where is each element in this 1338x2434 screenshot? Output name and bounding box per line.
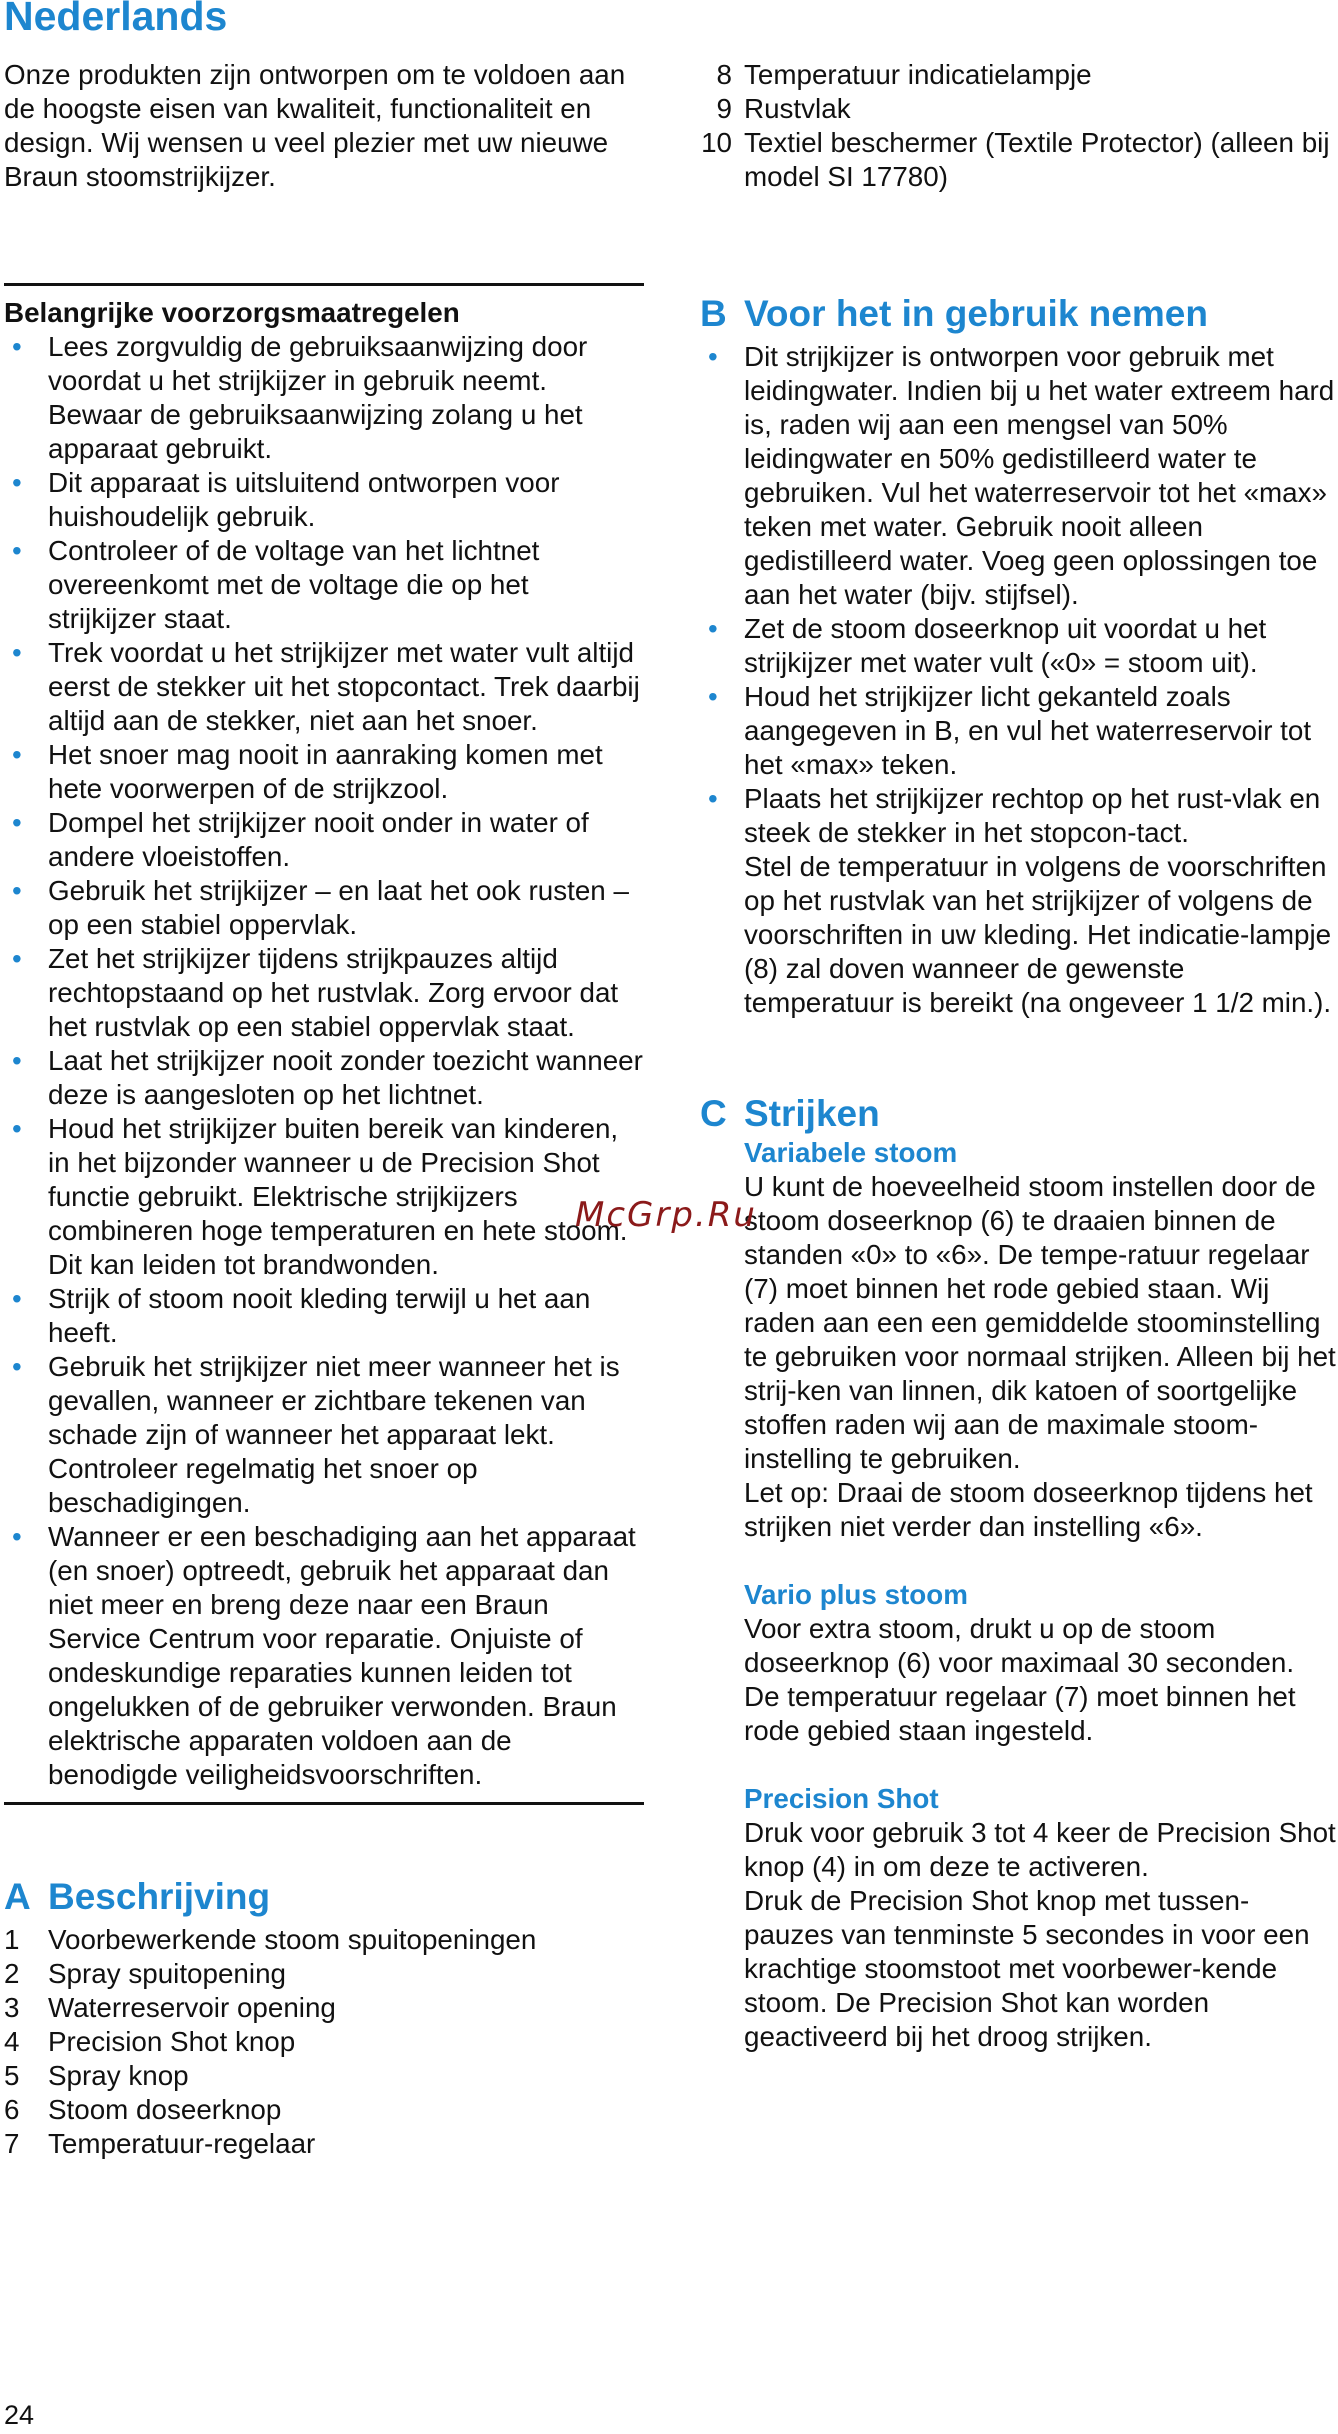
list-item: 10 Textiel beschermer (Textile Protector) (alleen bij model SI 17780) xyxy=(701,127,1330,192)
list-item: • Houd het strijkijzer licht gekanteld zoals aangegeven in B, en vul het waterreservoir tot het «max» teken. xyxy=(700,680,1336,782)
list-item: • Lees zorgvuldig de gebruiksaanwijzing door voordat u het strijkijzer in gebruik neemt. Bewaar de gebruiksaanwijzing zolang u het apparaat gebruikt. xyxy=(4,330,644,466)
list-item: • Dit strijkijzer is ontworpen voor gebruik met leidingwater. Indien bij u het water extreem hard is, raden wij aan een mengsel van 50% leidingwater en 50% gedistilleerd water te gebruiken. Vul het waterreservoir tot het «max» teken met water. Gebruik nooit alleen gedistilleerd water. Voeg geen oplossingen toe aan het water (bijv. stijfsel). xyxy=(700,340,1336,612)
list-item: 6 Stoom doseerknop xyxy=(4,2094,282,2125)
section-b-heading xyxy=(700,292,1336,336)
list-item: • Dompel het strijkijzer nooit onder in water of andere vloeistoffen. xyxy=(4,806,644,874)
precautions-list xyxy=(4,330,644,1792)
list-item: • Zet het strijkijzer tijdens strijkpauzes altijd rechtopstaand op het rustvlak. Zorg ervoor dat het rustvlak op een stabiel oppervlak staat. xyxy=(4,942,644,1044)
section-title: Beschrijving xyxy=(48,1876,271,1917)
list-item: 3 Waterreservoir opening xyxy=(4,1992,336,2023)
parts-list xyxy=(4,1923,644,2161)
parts-list-continued xyxy=(700,58,1336,194)
list-item: 1 Voorbewerkende stoom spuitopeningen xyxy=(4,1924,537,1955)
paragraph: Druk voor gebruik 3 tot 4 keer de Precision Shot knop (4) in om deze te activeren. xyxy=(744,1817,1336,1882)
paragraph: Let op: Draai de stoom doseerknop tijdens het strijken niet verder dan instelling «6». xyxy=(744,1477,1313,1542)
list-item: • Zet de stoom doseerknop uit voordat u het strijkijzer met water vult («0» = stoom uit). xyxy=(700,612,1336,680)
setup-list xyxy=(700,340,1336,850)
subheading-precision: Precision Shot xyxy=(744,1783,939,1814)
section-letter: A xyxy=(4,1876,31,1917)
right-column xyxy=(700,58,1336,2054)
section-letter: B xyxy=(700,293,727,334)
paragraph: De temperatuur regelaar (7) moet binnen het rode gebied staan ingesteld. xyxy=(744,1681,1296,1746)
intro-text: Onze produkten zijn ontworpen om te voldoen aan de hoogste eisen van kwaliteit, functionaliteit en design. Wij wensen u veel plezier met uw nieuwe Braun stoomstrijkijzer. xyxy=(4,59,626,192)
list-item: • Gebruik het strijkijzer – en laat het ook rusten – op een stabiel oppervlak. xyxy=(4,874,644,942)
subheading-vario: Vario plus stoom xyxy=(744,1579,968,1610)
list-item: • Wanneer er een beschadiging aan het apparaat (en snoer) optreedt, gebruik het apparaat dan niet meer en breng deze naar een Braun Service Centrum voor reparatie. Onjuiste of ondeskundige reparaties kunnen leiden tot ongelukken of de gebruiker verwonden. Braun elektrische apparaten voldoen aan de benodigde veiligheidsvoorschriften. xyxy=(4,1520,644,1792)
section-title: Voor het in gebruik nemen xyxy=(744,293,1208,334)
page-title: Nederlands xyxy=(4,0,228,39)
precautions-heading: Belangrijke voorzorgsmaatregelen xyxy=(4,297,460,328)
page-number: 24 xyxy=(4,2400,35,2430)
list-item: • Controleer of de voltage van het lichtnet overeenkomt met de voltage die op het strijkijzer staat. xyxy=(4,534,644,636)
section-a-heading xyxy=(4,1875,644,1919)
setup-note: Stel de temperatuur in volgens de voorschriften op het rustvlak van het strijkijzer of volgens de voorschriften in uw kleding. Het indicatie-lampje (8) zal doven wanneer de gewenste temperatuur is bereikt (na ongeveer 1 1/2 min.). xyxy=(744,851,1332,1018)
list-item: • Het snoer mag nooit in aanraking komen met hete voorwerpen of de strijkzool. xyxy=(4,738,644,806)
section-title: Strijken xyxy=(744,1093,880,1134)
subheading-variabele: Variabele stoom xyxy=(744,1137,958,1168)
paragraph: Voor extra stoom, drukt u op de stoom doseerknop (6) voor maximaal 30 seconden. xyxy=(744,1613,1295,1678)
section-c-body xyxy=(700,1136,1336,2054)
list-item: • Strijk of stoom nooit kleding terwijl u het aan heeft. xyxy=(4,1282,644,1350)
left-column xyxy=(4,58,644,2161)
section-letter: C xyxy=(700,1093,727,1134)
paragraph: U kunt de hoeveelheid stoom instellen door de stoom doseerknop (6) te draaien binnen de standen «0» to «6». De tempe-ratuur regelaar (7) moet binnen het rode gebied staan. Wij raden aan een een gemiddelde stoominstelling te gebruiken voor normaal strijken. Alleen bij het strij-ken van linnen, dik katoen of soortgelijke stoffen raden wij aan de maximale stoom-instelling te gebruiken. xyxy=(744,1171,1336,1474)
list-item: • Trek voordat u het strijkijzer met water vult altijd eerst de stekker uit het stopcontact. Trek daarbij altijd aan de stekker, niet aan het snoer. xyxy=(4,636,644,738)
list-item: 5 Spray knop xyxy=(4,2060,189,2091)
section-c-heading xyxy=(700,1092,1336,1136)
list-item: 2 Spray spuitopening xyxy=(4,1958,286,1989)
list-item: • Dit apparaat is uitsluitend ontworpen voor huishoudelijk gebruik. xyxy=(4,466,644,534)
list-item: • Plaats het strijkijzer rechtop op het rust-vlak en steek de stekker in het stopcon-tact. xyxy=(700,782,1336,850)
list-item: • Houd het strijkijzer buiten bereik van kinderen, in het bijzonder wanneer u de Precision Shot functie gebruikt. Elektrische strijkijzers combineren hoge temperaturen en hete stoom. Dit kan leiden tot brandwonden. xyxy=(4,1112,644,1282)
list-item: 8 Temperatuur indicatielampje xyxy=(716,59,1092,90)
list-item: 4 Precision Shot knop xyxy=(4,2026,296,2057)
paragraph: Druk de Precision Shot knop met tussen-pauzes van tenminste 5 secondes in voor een krachtige stoomstoot met voorbewer-kende stoom. De Precision Shot kan worden geactiveerd bij het droog strijken. xyxy=(744,1885,1310,2052)
list-item: 9 Rustvlak xyxy=(716,93,851,124)
list-item: 7 Temperatuur-regelaar xyxy=(4,2128,316,2159)
list-item: • Laat het strijkijzer nooit zonder toezicht wanneer deze is aangesloten op het lichtnet. xyxy=(4,1044,644,1112)
list-item: • Gebruik het strijkijzer niet meer wanneer het is gevallen, wanneer er zichtbare tekenen van schade zijn of wanneer het apparaat lekt. Controleer regelmatig het snoer op beschadigingen. xyxy=(4,1350,644,1520)
watermark: McGrp.Ru xyxy=(575,1195,757,1235)
